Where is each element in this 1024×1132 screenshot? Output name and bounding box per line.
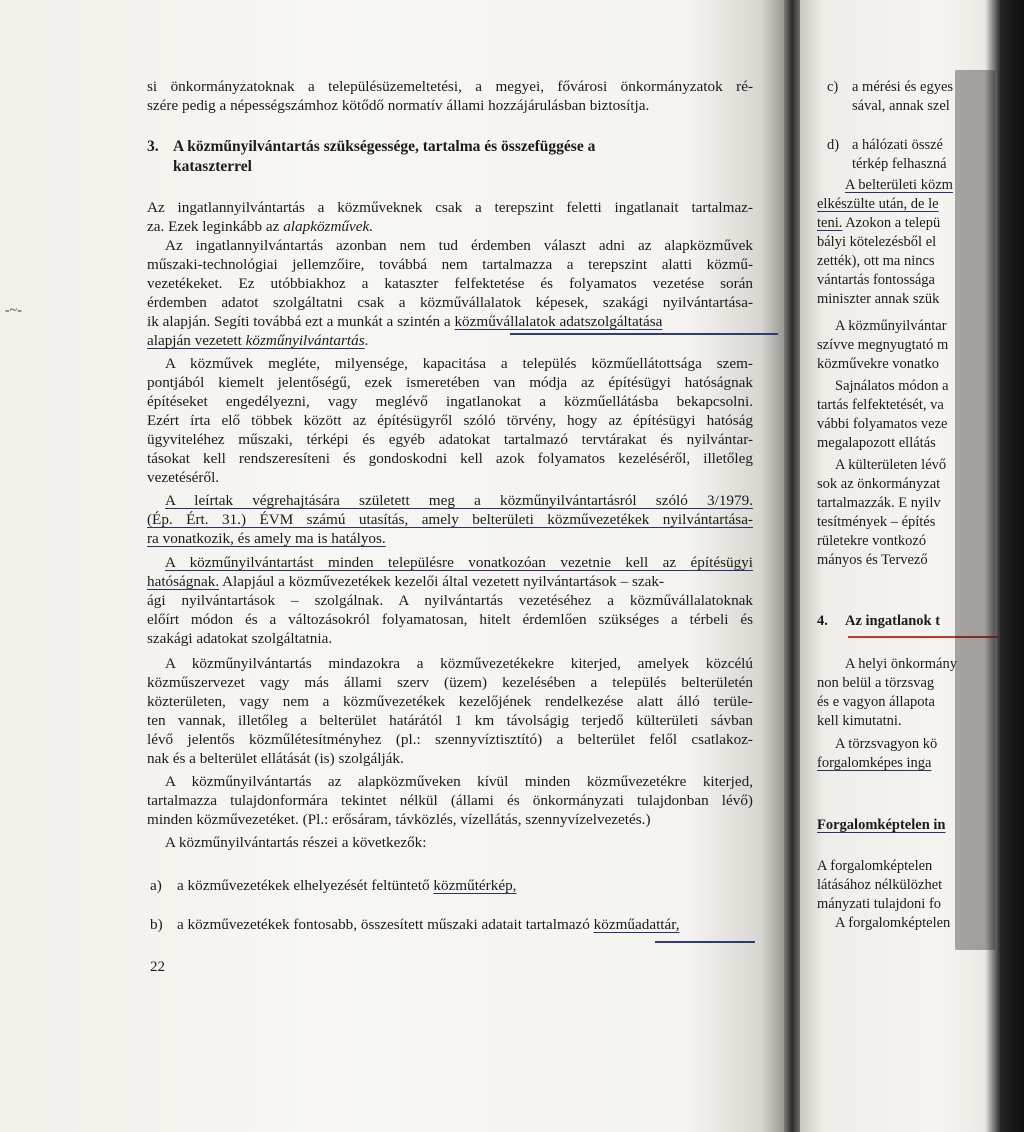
underlined-term: közművállalatok adatszolgáltatása (454, 313, 663, 330)
text-line: vezetékeket. Ez utóbbiakhoz a kataszter felfektetése és folyamatos vezetése során (147, 275, 753, 292)
text-line: építéseket engedélyezni, vagy meglévő ingatlanokat a közműellátásba bekapcsolni. (147, 393, 753, 410)
text-line: rületekre vontkozó (817, 533, 927, 549)
list-label: d) (827, 137, 840, 153)
text-line: Az ingatlannyilvántartás azonban nem tud érdemben választ adni az alapközművek (165, 237, 753, 254)
margin-mark: -~- (5, 303, 22, 318)
text-line: előírt módon és a változásokról folyamatosan, hitelt érdemlően szükséges a térbeli és (147, 611, 753, 628)
text-line: ra vonatkozik, és amely ma is hatályos. (147, 530, 386, 547)
text-line: (Ép. Ért. 31.) ÉVM számú utasítás, amely belterületi közművezetékek nyilvántartása- (147, 511, 753, 528)
text-line: alapján vezetett közműnyilvántartás. (147, 332, 369, 349)
text-line: A törzsvagyon kö (835, 736, 938, 752)
text-line: megalapozott ellátás (817, 435, 936, 451)
text-line: térkép felhaszná (852, 156, 947, 172)
text-line: tartalmazzák. E nyilv (817, 495, 941, 511)
list-label: b) (150, 916, 163, 933)
section-heading: Az ingatlanok t (845, 613, 941, 629)
text-line: non belül a törzsvag (817, 675, 935, 691)
list-item: a közművezetékek elhelyezését feltüntető közműtérkép, (177, 877, 517, 894)
text-line: közterületen, vagy nem a közművezetékek kezelőjének rendelkezése alatt álló terüle- (147, 693, 753, 710)
section-number: 4. (817, 613, 828, 629)
text-line: vábbi folyamatos veze (817, 416, 948, 432)
list-label: c) (827, 79, 839, 95)
text-line: Sajnálatos módon a (835, 378, 949, 394)
text-line: A közműnyilvántartást minden településre vonatkozóan vezetnie kell az építésügyi (165, 554, 753, 571)
text-line: mányzati tulajdoni fo (817, 896, 942, 912)
text-line: ági nyilvántartások – szolgálnak. A nyilvántartás vezetéséhez a közművállalatoknak (147, 592, 753, 609)
text-line: műszaki-technológiai jellemzőire, továbbá nem tartalmazza a terepszint alatti közmű- (147, 256, 753, 273)
text-line: elkészülte után, de le (817, 196, 939, 212)
text-line: szére pedig a népességszámhoz kötődő normatív állami hozzájárulásban biztosítja. (147, 97, 650, 114)
pen-mark (510, 333, 778, 335)
text-line: Ezért írta elő többek között az építésügyről szóló törvény, hogy az építésügyi hatóság (147, 412, 753, 429)
italic-term: közműnyilvántartás (245, 332, 365, 349)
text-line: közművekre vonatko (817, 356, 940, 372)
page-number: 22 (150, 959, 165, 975)
text-line: A közműnyilvántartás részei a következők: (165, 834, 427, 851)
text-line: vántartás fontossága (817, 272, 935, 288)
text-line: teni. Azokon a telepü (817, 215, 941, 231)
text-line: A helyi önkormány (845, 656, 957, 672)
text-line: A leírtak végrehajtására született meg a közműnyilvántartásról szóló 3/1979. (165, 492, 753, 509)
text-line: közműszervezet vagy más állami szerv (üzem) kezelésében a település belterületén (147, 674, 753, 691)
text-line: szívve megnyugtató m (817, 337, 949, 353)
text-line: sával, annak szel (852, 98, 950, 114)
page-edge-shadow (985, 0, 1024, 1132)
text-line: tartalmazza tulajdonformára tekintet nélkül (állami és önkormányzati tulajdonban lévő) (147, 792, 753, 809)
text-line: lévő jelentős közműlétesítményhez (pl.: szennyvíztisztító) a belterület felől csatlakoz- (147, 731, 753, 748)
text-line: a hálózati összé (852, 137, 943, 153)
text-line: A belterületi közm (845, 177, 953, 193)
list-item: a közművezetékek fontosabb, összesített műszaki adatait tartalmazó közműadattár, (177, 916, 680, 933)
italic-term: alapközművek. (283, 218, 374, 235)
text-line: forgalomképes inga (817, 755, 932, 771)
text-line: minden közművezetéket. (Pl.: erősáram, távközlés, vízellátás, szennyvízelvezetés.) (147, 811, 651, 828)
text-line: mányos és Tervező (817, 552, 928, 568)
text-line: zették), ott ma nincs (817, 253, 935, 269)
text-line: Az ingatlannyilvántartás a közműveknek csak a terepszint feletti ingatlanait tartalmaz- (147, 199, 753, 216)
text-line: vezetéséről. (147, 469, 220, 486)
text-line: A közműnyilvántartás az alapközműveken kívül minden közművezetékre kiterjed, (165, 773, 753, 790)
text-line: hatóságnak. Alapjául a közművezetékek kezelői által vezetett nyilvántartások – szak- (147, 573, 665, 590)
text-line: tartás felfektetését, va (817, 397, 944, 413)
text-line: sok az önkormányzat (817, 476, 941, 492)
text-line: miniszter annak szük (817, 291, 940, 307)
text-line: tesítmények – építés (817, 514, 936, 530)
underlined-term: közműtérkép, (433, 877, 517, 894)
list-label: a) (150, 877, 162, 894)
text-line: szakági adatokat szolgáltatnia. (147, 630, 333, 647)
text-line: bályi kötelezésből el (817, 234, 937, 250)
text-line: si önkormányzatoknak a településüzemeltetési, a megyei, fővárosi önkormányzatok ré- (147, 78, 753, 95)
text-line: A forgalomképtelen (817, 858, 933, 874)
text-line: a mérési és egyes (852, 79, 954, 95)
text-line: és e vagyon állapota (817, 694, 935, 710)
underlined-term: közműadattár, (593, 916, 680, 933)
text-line: A forgalomképtelen (835, 915, 951, 931)
text-line: ten vannak, illetőleg a belterület határától 1 km távolságig terjedő külterületi sávban (147, 712, 753, 729)
section-heading: A közműnyilvántartás szükségessége, tartalma és összefüggése a (173, 138, 596, 155)
text-line: za. Ezek leginkább az alapközművek. (147, 218, 374, 235)
text-line: nak és a belterület ellátását (is) szolgálják. (147, 750, 404, 767)
subheading: Forgalomképtelen in (817, 817, 946, 833)
text-line: A közműnyilvántar (835, 318, 947, 334)
section-number: 3. (147, 138, 159, 155)
section-heading-cont: kataszterrel (173, 158, 252, 175)
text-line: kell kimutatni. (817, 713, 902, 729)
text-line: látásához nélkülözhet (817, 877, 943, 893)
text-line: pontjából kiemelt jelentőségű, ezek ismeretében van módja az építésügyi hatóságnak (147, 374, 753, 391)
text-line: A közművek megléte, milyensége, kapacitása a település közműellátottsága szem- (165, 355, 753, 372)
book-gutter (784, 0, 800, 1132)
text-line: ügyviteléhez műszaki, térképi és egyéb adatokat tartalmazó tervtárakat és nyilvántar- (147, 431, 753, 448)
text-line: tásokat kell rendszeresíteni és gondoskodni kell azok folyamatos kezeléséről, illetőleg (147, 450, 753, 467)
text-line: A közműnyilvántartás mindazokra a közművezetékekre kiterjed, amelyek közcélú (165, 655, 753, 672)
text-line: ik alapján. Segíti továbbá ezt a munkát a szintén a közművállalatok adatszolgáltatása (147, 313, 663, 330)
pen-mark (655, 941, 755, 943)
text-line: A külterületen lévő (835, 457, 947, 473)
text-line: érdemben adatot szolgáltatni csak a közművállalatok képesek, szakági nyilvántartása- (147, 294, 753, 311)
